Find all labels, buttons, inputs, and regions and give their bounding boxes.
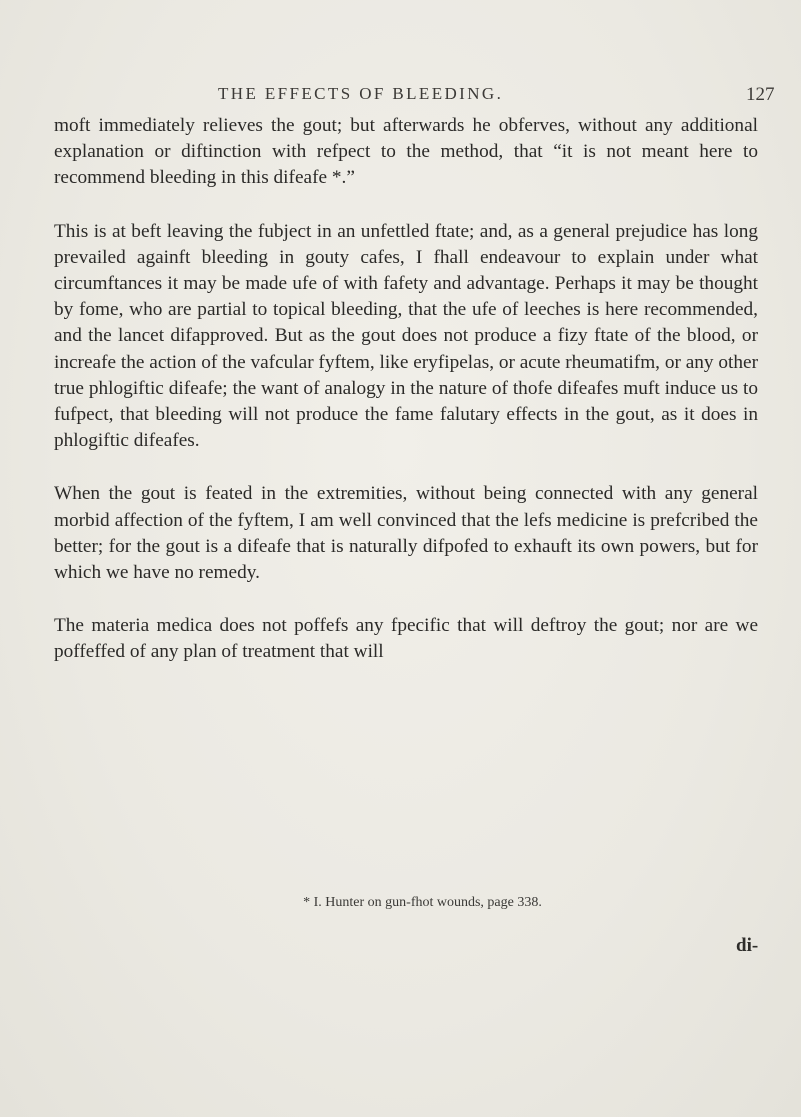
paragraph-2: This is at beft leaving the fubject in an unfettled ftate; and, as a general prejudice has long prevailed againft bleeding in gouty cafes, I fhall endeavour to explain under what circumftances it may be made ufe of with fafety and advantage. Perhaps it may be thought by fome, who are partial to topical bleeding, that the ufe of leeches is here recommended, and the lancet difapproved. But as the gout does not produce a fizy ftate of the blood, or increafe the action of the vafcular fyftem, like eryfipelas, or acute rheumatifm, or any other true phlogiftic difeafe; the want of analogy in the nature of thofe difeafes muft induce us to fufpect, that bleeding will not produce the fame falutary effects in the gout, as it does in phlogiftic difeafes. (54, 220, 758, 452)
paragraph-1: moft immediately relieves the gout; but afterwards he obferves, without any additional explanation or diftinction with refpect to the method, that “it is not meant here to recommend bleeding in this difeafe *.” (54, 115, 758, 189)
body-text (54, 113, 758, 666)
footnote (0, 895, 801, 911)
page-header (0, 84, 801, 108)
running-head: THE EFFECTS OF BLEEDING. (218, 84, 504, 103)
footnote-text: * I. Hunter on gun-fhot wounds, page 338. (303, 895, 542, 910)
paragraph-3: When the gout is feated in the extremities, without being connected with any general morbid affection of the fyftem, I am well convinced that the lefs medicine is prefcribed the better; for the gout is a difeafe that is naturally difpofed to exhauft its own powers, but for which we have no remedy. (54, 483, 758, 584)
page-number: 127 (746, 84, 775, 105)
paragraph-4: The materia medica does not poffefs any fpecific that will deftroy the gout; nor are we poffeffed of any plan of treatment that will (54, 615, 758, 663)
catchword: di- (736, 935, 759, 956)
